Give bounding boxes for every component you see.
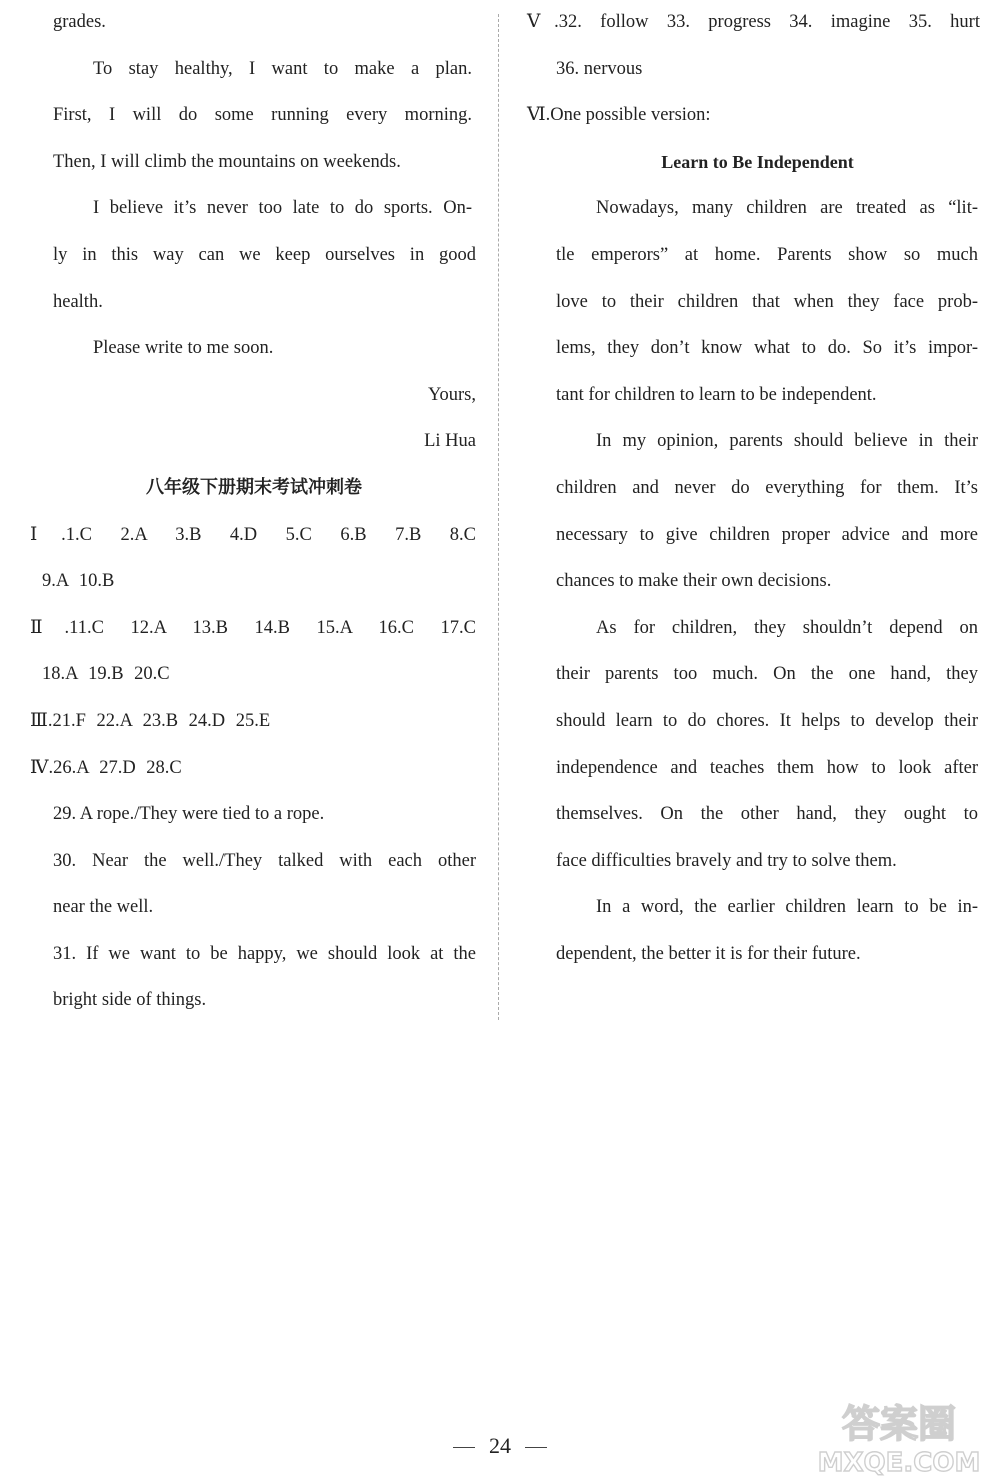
answer-line: [0, 804, 500, 851]
answer-text: 18.A 19.B 20.C: [42, 664, 170, 685]
essay-text: Nowadays, many children are treated as “lit-: [596, 198, 978, 219]
closing-yours: Yours,: [428, 384, 476, 405]
signature-name: Li Hua: [424, 431, 476, 452]
answer-line: [0, 571, 500, 618]
essay-text: dependent, the better it is for their future.: [556, 943, 861, 964]
essay-line: [515, 245, 1000, 292]
essay-text: tant for children to learn to be independent.: [556, 384, 877, 405]
watermark-line2: MXQE.COM: [817, 1448, 981, 1477]
essay-text: their parents too much. On the one hand, they: [556, 664, 978, 685]
essay-line: [515, 571, 1000, 618]
watermark-logo: [804, 1395, 994, 1477]
page-number: 24: [489, 1433, 511, 1458]
essay-line: [515, 525, 1000, 572]
letter-line: First, I will do some running every morning.: [53, 105, 472, 126]
essay-line: [515, 711, 1000, 758]
letter-line: Then, I will climb the mountains on weekends.: [53, 151, 401, 172]
essay-text: children and never do everything for them. It’s: [556, 477, 978, 498]
letter-line: Please write to me soon.: [93, 338, 274, 359]
text-line: [0, 198, 500, 245]
answer-line: [0, 618, 500, 665]
essay-text: independence and teaches them how to look after: [556, 757, 978, 778]
essay-text: love to their children that when they face prob-: [556, 291, 978, 312]
answer-text: Ⅰ.1.C 2.A 3.B 4.D 5.C 6.B 7.B 8.C: [30, 524, 476, 545]
essay-title-text: Learn to Be Independent: [661, 151, 854, 172]
essay-line: [515, 198, 1000, 245]
column-divider: [498, 14, 499, 1020]
closing-line: [0, 385, 500, 432]
answer-line: [0, 711, 500, 758]
essay-line: [515, 338, 1000, 385]
essay-line: [515, 664, 1000, 711]
letter-line: health.: [53, 291, 103, 312]
signature-line: [0, 431, 500, 478]
essay-text: should learn to do chores. It helps to develop their: [556, 710, 978, 731]
answer-text: 31. If we want to be happy, we should look at the: [53, 943, 476, 964]
answer-line: [515, 12, 1000, 59]
answer-text: Ⅳ.26.A 27.D 28.C: [30, 757, 182, 778]
answer-text: Ⅵ.One possible version:: [527, 105, 711, 126]
answer-line: [0, 664, 500, 711]
letter-line: I believe it’s never too late to do sports. On-: [93, 198, 472, 219]
essay-line: [515, 431, 1000, 478]
section-heading-text: 八年级下册期末考试冲刺卷: [146, 476, 362, 498]
text-line: [0, 152, 500, 199]
essay-line: [515, 758, 1000, 805]
section-heading: [0, 478, 500, 525]
text-line: [0, 245, 500, 292]
watermark-line1: 答案圈: [841, 1402, 957, 1446]
letter-line: ly in this way can we keep ourselves in good: [53, 244, 476, 265]
answer-text: Ⅱ.11.C 12.A 13.B 14.B 15.A 16.C 17.C: [30, 617, 476, 638]
answer-text: 36. nervous: [556, 58, 643, 79]
essay-line: [515, 618, 1000, 665]
essay-text: face difficulties bravely and try to solve them.: [556, 850, 897, 871]
essay-line: [515, 944, 1000, 991]
essay-line: [515, 385, 1000, 432]
answer-line: [0, 758, 500, 805]
essay-text: In my opinion, parents should believe in their: [596, 431, 978, 452]
answer-text: 29. A rope./They were tied to a rope.: [53, 804, 325, 825]
text-line: [0, 292, 500, 339]
essay-text: In a word, the earlier children learn to be in-: [596, 897, 978, 918]
answer-line: [0, 897, 500, 944]
answer-text: 9.A 10.B: [42, 571, 115, 592]
right-column: [515, 12, 1000, 990]
essay-line: [515, 292, 1000, 339]
answer-text: near the well.: [53, 897, 154, 918]
answer-text: Ⅲ.21.F 22.A 23.B 24.D 25.E: [30, 710, 271, 731]
answer-line: [515, 105, 1000, 152]
letter-line: To stay healthy, I want to make a plan.: [93, 58, 472, 79]
essay-line: [515, 851, 1000, 898]
answer-line: [0, 525, 500, 572]
essay-text: As for children, they shouldn’t depend on: [596, 617, 978, 638]
text-line: [0, 12, 500, 59]
left-column: [0, 12, 500, 1037]
answer-line: [0, 944, 500, 991]
essay-title: [515, 152, 1000, 199]
essay-line: [515, 804, 1000, 851]
text-line: [0, 338, 500, 385]
essay-text: chances to make their own decisions.: [556, 571, 832, 592]
text-line: [0, 105, 500, 152]
essay-text: necessary to give children proper advice and more: [556, 524, 978, 545]
essay-line: [515, 478, 1000, 525]
letter-line: grades.: [53, 12, 106, 32]
answer-text: 30. Near the well./They talked with each other: [53, 850, 476, 871]
essay-text: tle emperors” at home. Parents show so much: [556, 244, 978, 265]
answer-line: [515, 59, 1000, 106]
answer-line: [0, 851, 500, 898]
text-line: [0, 59, 500, 106]
essay-text: themselves. On the other hand, they ought to: [556, 804, 978, 825]
answer-text: bright side of things.: [53, 990, 207, 1011]
answer-text: Ⅴ.32. follow 33. progress 34. imagine 35. hurt: [527, 12, 980, 32]
essay-line: [515, 897, 1000, 944]
footer-dash-left: [453, 1447, 475, 1448]
answer-line: [0, 990, 500, 1037]
footer-dash-right: [525, 1447, 547, 1448]
essay-text: lems, they don’t know what to do. So it’s impor-: [556, 338, 978, 359]
